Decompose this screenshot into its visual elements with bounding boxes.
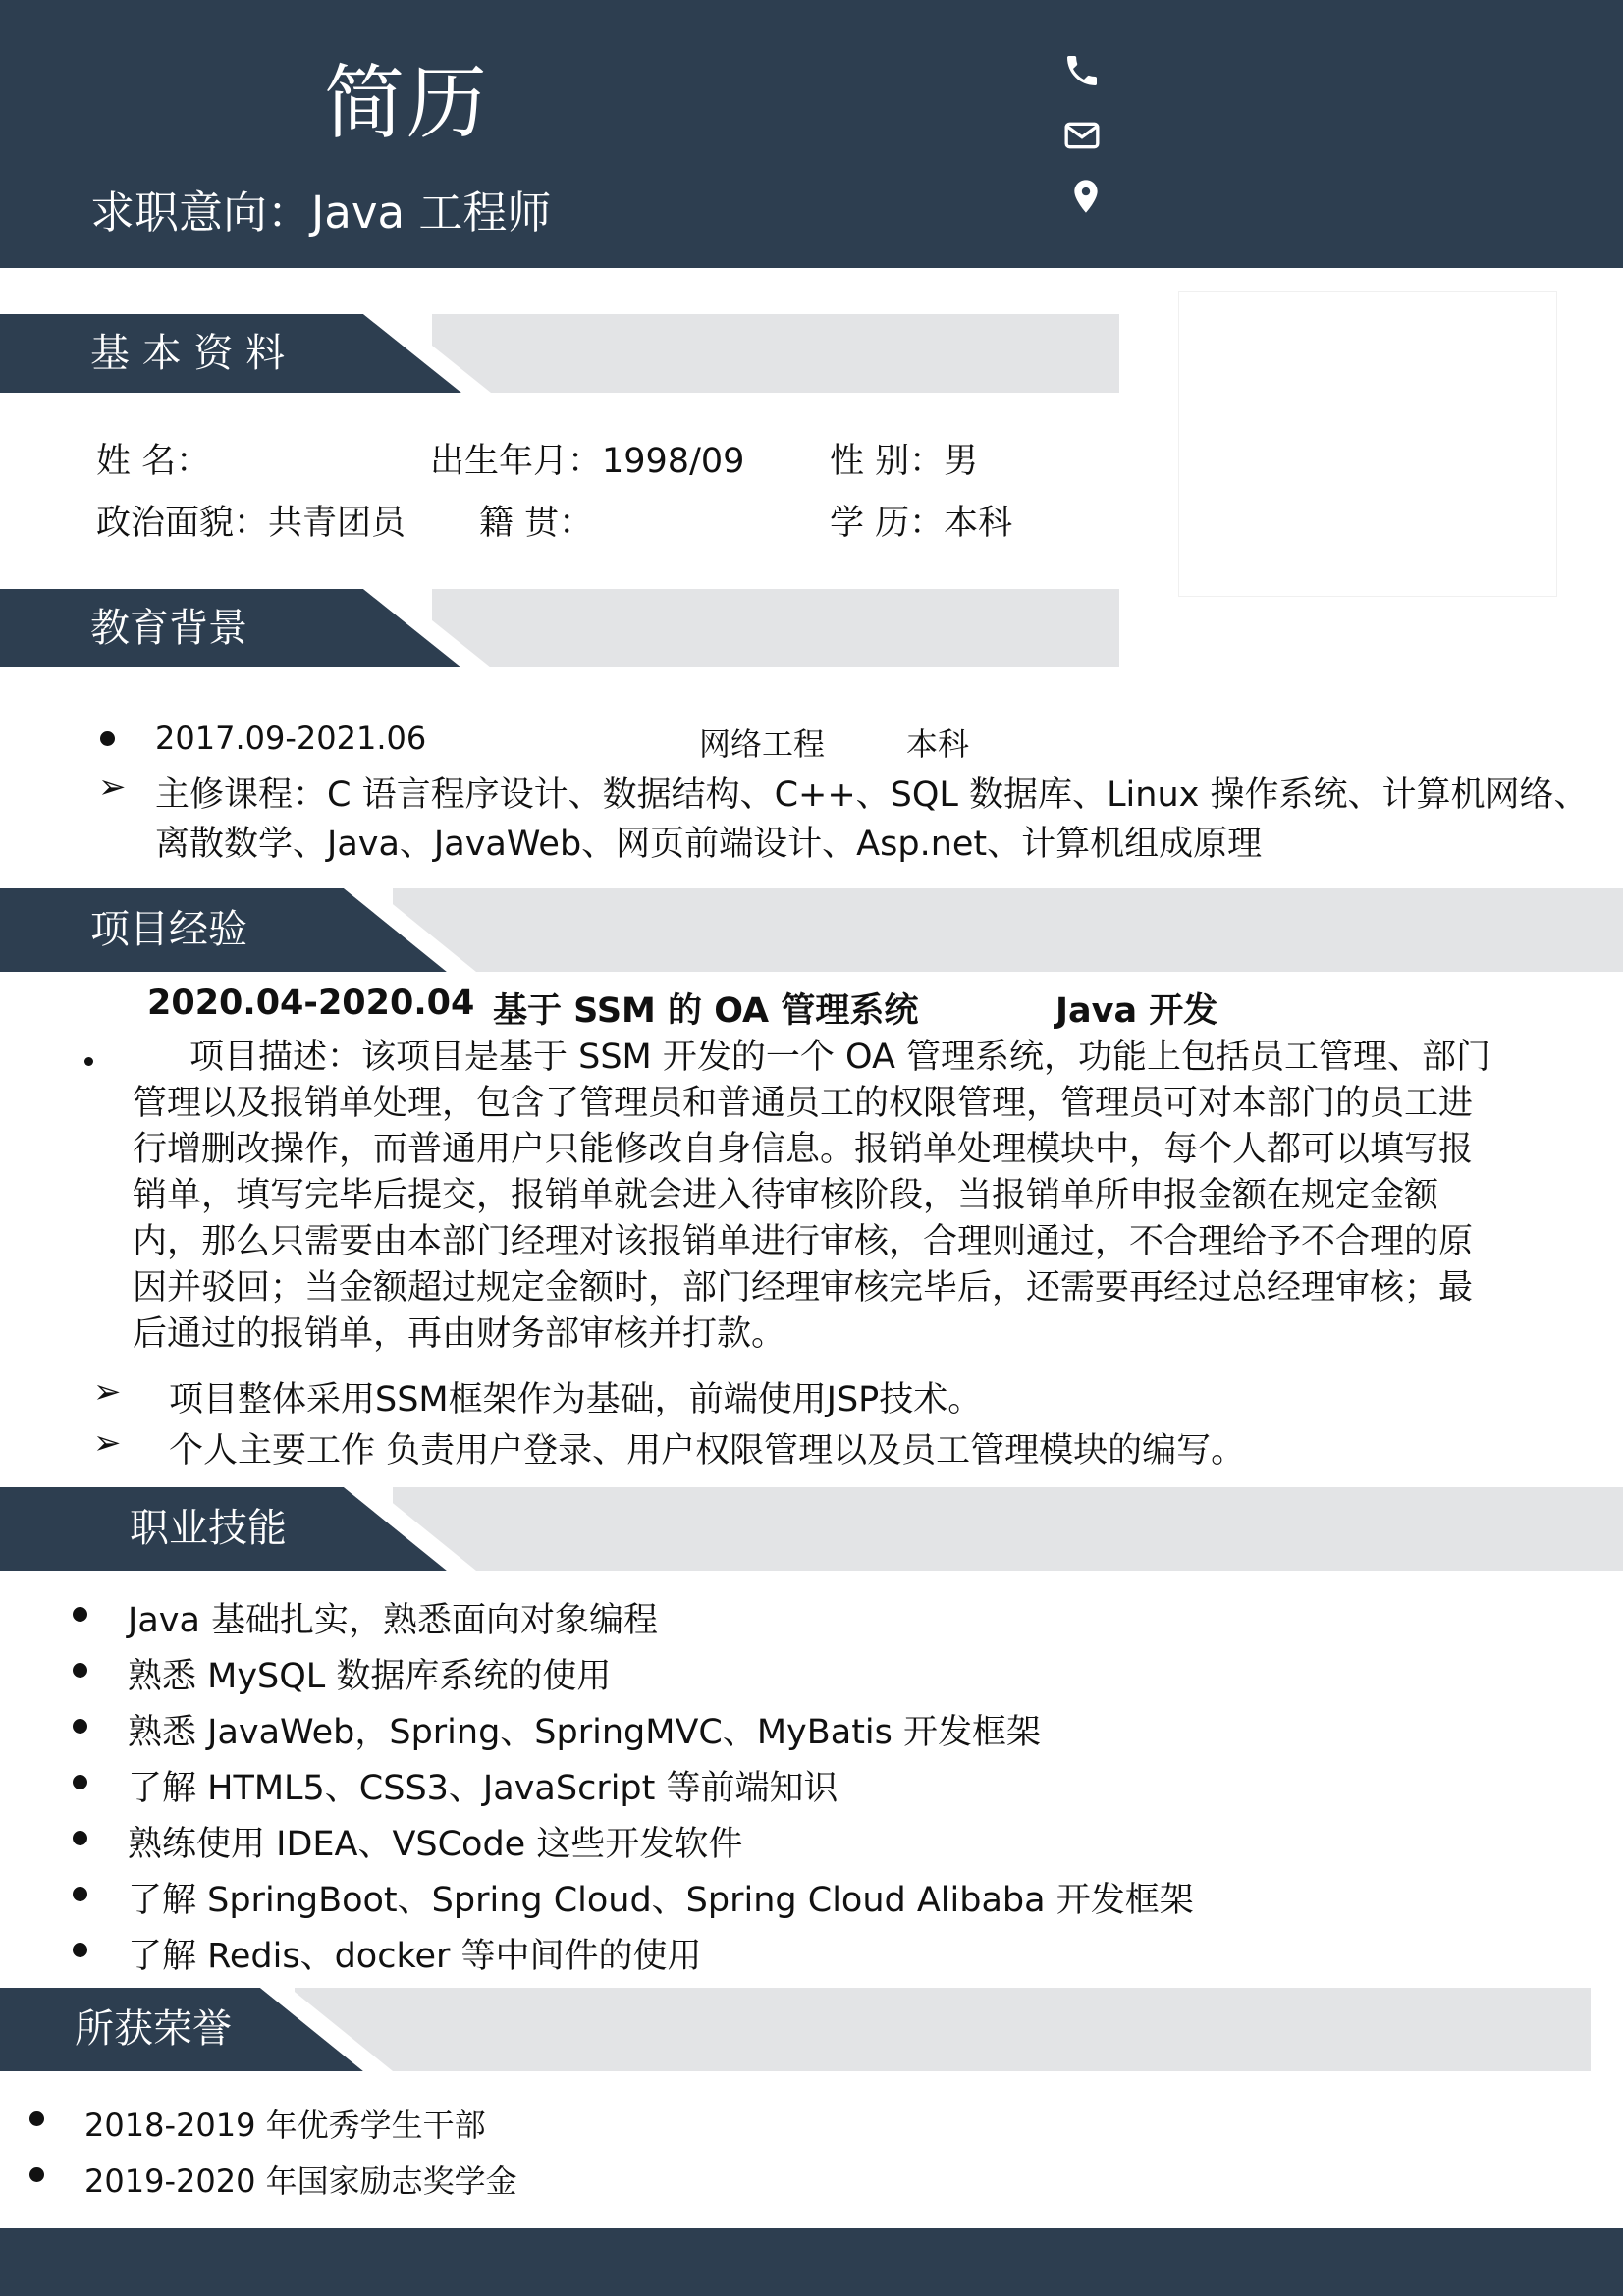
- origin-label: 籍 贯：: [479, 504, 594, 543]
- desc-line: 行增删改操作，而普通用户只能修改自身信息。报销单处理模块中，每个人都可以填写报: [133, 1130, 1474, 1169]
- photo-placeholder: [1178, 291, 1557, 597]
- courses-label: 主修课程：: [155, 775, 328, 815]
- bullet-icon: [73, 1943, 87, 1957]
- desc-line: 内，那么只需要由本部门经理对该报销单进行审核，合理则通过，不合理给予不合理的原: [133, 1222, 1474, 1261]
- bullet-icon: [73, 1719, 87, 1734]
- project-description: [133, 1035, 1546, 1358]
- desc-line: 销单，填写完毕后提交，报销单就会进入待审核阶段，当报销单所申报金额在规定金额: [133, 1176, 1439, 1215]
- bullet-icon: [73, 1775, 87, 1789]
- mail-icon: [1062, 116, 1102, 155]
- project-role: Java 开发: [1055, 991, 1218, 1031]
- list-item: 熟练使用 IDEA、VSCode 这些开发软件: [128, 1825, 743, 1864]
- desc-line: 因并驳回；当金额超过规定金额时，部门经理审核完毕后，还需要再经过总经理审核；最: [133, 1268, 1474, 1308]
- list-item: 了解 SpringBoot、Spring Cloud、Spring Cloud Alibaba 开发框架: [128, 1881, 1194, 1920]
- map-pin-icon: [1066, 177, 1106, 216]
- project-name: 基于 SSM 的 OA 管理系统: [493, 991, 919, 1031]
- name-label: 姓 名：: [96, 442, 211, 481]
- section-education: [0, 589, 1119, 667]
- section-title-education: 教育背景: [90, 606, 247, 651]
- education-level: 本科: [906, 725, 970, 763]
- page-title: 简历: [324, 57, 490, 150]
- desc-line: 管理以及报销单处理，包含了管理员和普通员工的权限管理，管理员可对本部门的员工进: [133, 1084, 1474, 1123]
- list-item: 了解 Redis、docker 等中间件的使用: [128, 1937, 702, 1976]
- degree-info: 学 历：本科: [830, 504, 1013, 543]
- section-basic-info: [0, 314, 1119, 393]
- project-period: 2020.04-2020.04: [147, 984, 475, 1023]
- politics-info: 政治面貌：共青团员: [96, 504, 406, 543]
- bullet-icon: [100, 731, 115, 746]
- arrow-bullet-icon: ➢: [93, 1372, 122, 1412]
- birth-info: 出生年月：1998/09: [430, 442, 745, 481]
- footer-bar: [0, 2228, 1623, 2296]
- arrow-bullet-icon: ➢: [98, 768, 127, 807]
- gender-info: 性 别：男: [830, 442, 979, 481]
- list-item: 2019-2020 年国家励志奖学金: [84, 2163, 517, 2200]
- section-honors: [0, 1988, 1591, 2071]
- list-item: 熟悉 MySQL 数据库系统的使用: [128, 1657, 612, 1696]
- section-skills: [0, 1487, 1623, 1571]
- list-item: 2018-2019 年优秀学生干部: [84, 2107, 486, 2144]
- courses-list-1: C 语言程序设计、数据结构、C++、SQL 数据库、Linux 操作系统、计算机网络、: [327, 775, 1589, 815]
- desc-line: 后通过的报销单，再由财务部审核并打款。: [133, 1314, 786, 1354]
- project-point-1: 项目整体采用SSM框架作为基础，前端使用JSP技术。: [169, 1380, 983, 1419]
- bullet-icon: [84, 1057, 93, 1066]
- bullet-icon: [73, 1887, 87, 1901]
- list-item: Java 基础扎实，熟悉面向对象编程: [128, 1601, 659, 1640]
- section-title-project: 项目经验: [90, 907, 247, 952]
- bullet-icon: [73, 1831, 87, 1845]
- education-major: 网络工程: [699, 725, 826, 763]
- list-item: 熟悉 JavaWeb，Spring、SpringMVC、MyBatis 开发框架: [128, 1713, 1042, 1752]
- section-title-skills: 职业技能: [130, 1506, 287, 1551]
- bullet-icon: [29, 2167, 44, 2182]
- bullet-icon: [29, 2111, 44, 2126]
- list-item: 了解 HTML5、CSS3、JavaScript 等前端知识: [128, 1769, 839, 1808]
- section-title-basic: 基 本 资 料: [90, 331, 286, 376]
- courses-line-2: 离散数学、Java、JavaWeb、网页前端设计、Asp.net、计算机组成原理: [155, 825, 1263, 864]
- job-intent: 求职意向：Java 工程师: [90, 187, 552, 239]
- bullet-icon: [73, 1663, 87, 1678]
- phone-icon: [1062, 51, 1102, 90]
- section-title-honors: 所获荣誉: [75, 2006, 232, 2052]
- project-point-2: 个人主要工作 负责用户登录、用户权限管理以及员工管理模块的编写。: [169, 1431, 1246, 1470]
- section-project: [0, 888, 1623, 972]
- bullet-icon: [73, 1607, 87, 1622]
- desc-line: 项目描述：该项目是基于 SSM 开发的一个 OA 管理系统，功能上包括员工管理、部门: [189, 1038, 1491, 1077]
- courses-line-1: [155, 768, 1589, 817]
- education-period: 2017.09-2021.06: [155, 720, 427, 757]
- arrow-bullet-icon: ➢: [93, 1423, 122, 1463]
